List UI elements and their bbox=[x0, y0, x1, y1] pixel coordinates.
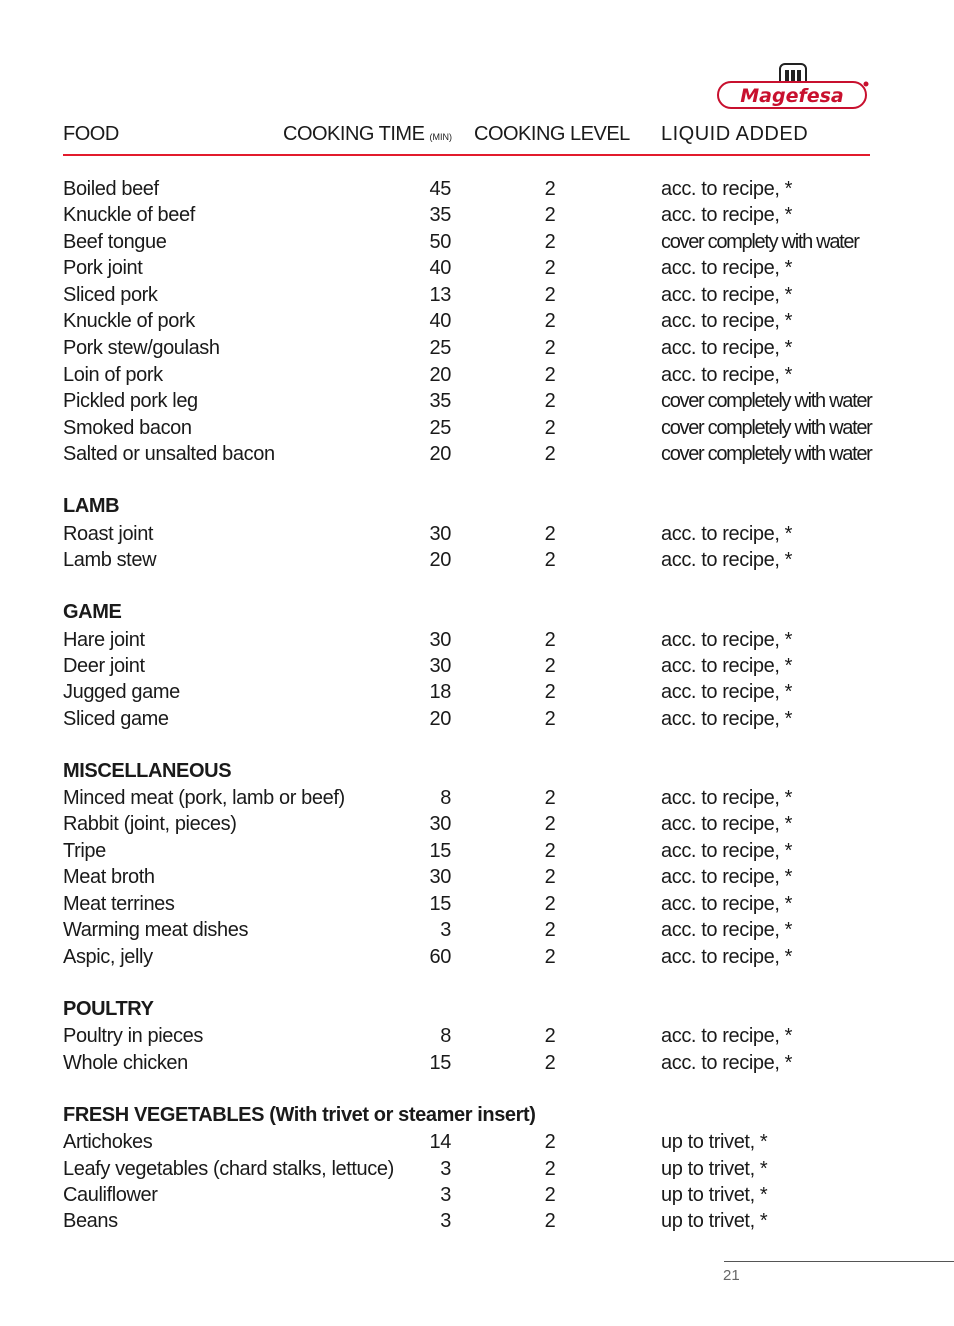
table-row bbox=[0, 310, 954, 336]
time-cell: 30 bbox=[429, 629, 451, 651]
food-cell: Tripe bbox=[63, 840, 106, 862]
food-cell: Salted or unsalted bacon bbox=[63, 443, 275, 465]
table-row bbox=[0, 204, 954, 230]
table-row bbox=[0, 946, 954, 972]
level-cell: 2 bbox=[544, 1052, 556, 1074]
level-cell: 2 bbox=[544, 257, 556, 279]
section-heading: FRESH VEGETABLES (With trivet or steamer insert) bbox=[63, 1104, 536, 1126]
time-cell: 20 bbox=[429, 364, 451, 386]
time-cell: 3 bbox=[440, 919, 451, 941]
food-cell: Aspic, jelly bbox=[63, 946, 153, 968]
liquid-cell: up to trivet, * bbox=[661, 1184, 768, 1206]
time-cell: 13 bbox=[429, 284, 451, 306]
section-heading: POULTRY bbox=[63, 998, 154, 1020]
liquid-cell: acc. to recipe, * bbox=[661, 919, 793, 941]
table-row bbox=[0, 231, 954, 257]
liquid-cell: acc. to recipe, * bbox=[661, 787, 793, 809]
liquid-cell: cover completely with water bbox=[661, 390, 872, 412]
liquid-cell: acc. to recipe, * bbox=[661, 946, 793, 968]
time-cell: 30 bbox=[429, 523, 451, 545]
header-cooking-level: COOKING LEVEL bbox=[474, 123, 630, 145]
level-cell: 2 bbox=[544, 946, 556, 968]
liquid-cell: acc. to recipe, * bbox=[661, 840, 793, 862]
level-cell: 2 bbox=[544, 337, 556, 359]
page-number: 21 bbox=[723, 1267, 740, 1284]
liquid-cell: acc. to recipe, * bbox=[661, 629, 793, 651]
time-cell: 20 bbox=[429, 443, 451, 465]
level-cell: 2 bbox=[544, 231, 556, 253]
level-cell: 2 bbox=[544, 919, 556, 941]
food-cell: Roast joint bbox=[63, 523, 154, 545]
liquid-cell: acc. to recipe, * bbox=[661, 655, 793, 677]
food-cell: Smoked bacon bbox=[63, 417, 192, 439]
table-row bbox=[0, 866, 954, 892]
table-row bbox=[0, 1052, 954, 1078]
time-cell: 20 bbox=[429, 708, 451, 730]
liquid-cell: cover complety with water bbox=[661, 231, 859, 253]
food-cell: Cauliflower bbox=[63, 1184, 158, 1206]
food-cell: Pork joint bbox=[63, 257, 143, 279]
table-row bbox=[0, 1025, 954, 1051]
food-cell: Pickled pork leg bbox=[63, 390, 198, 412]
svg-text:Magefesa: Magefesa bbox=[740, 85, 844, 107]
table-row bbox=[0, 708, 954, 734]
table-row bbox=[0, 549, 954, 575]
liquid-cell: acc. to recipe, * bbox=[661, 813, 793, 835]
level-cell: 2 bbox=[544, 204, 556, 226]
table-row bbox=[0, 1210, 954, 1236]
liquid-cell: acc. to recipe, * bbox=[661, 178, 793, 200]
food-cell: Meat terrines bbox=[63, 893, 175, 915]
level-cell: 2 bbox=[544, 629, 556, 651]
time-cell: 30 bbox=[429, 813, 451, 835]
time-cell: 15 bbox=[429, 840, 451, 862]
header-rule bbox=[63, 154, 870, 156]
table-row bbox=[0, 1158, 954, 1184]
time-cell: 30 bbox=[429, 655, 451, 677]
table-row bbox=[0, 364, 954, 390]
food-cell: Deer joint bbox=[63, 655, 145, 677]
food-cell: Poultry in pieces bbox=[63, 1025, 203, 1047]
food-cell: Boiled beef bbox=[63, 178, 159, 200]
footer-rule bbox=[724, 1261, 954, 1262]
liquid-cell: acc. to recipe, * bbox=[661, 1052, 793, 1074]
table-row bbox=[0, 1184, 954, 1210]
time-cell: 25 bbox=[429, 417, 451, 439]
level-cell: 2 bbox=[544, 708, 556, 730]
table-row bbox=[0, 840, 954, 866]
table-row bbox=[0, 257, 954, 283]
liquid-cell: cover completely with water bbox=[661, 443, 872, 465]
level-cell: 2 bbox=[544, 655, 556, 677]
liquid-cell: acc. to recipe, * bbox=[661, 284, 793, 306]
table-row bbox=[0, 787, 954, 813]
table-row bbox=[0, 919, 954, 945]
table-row bbox=[0, 893, 954, 919]
section-heading: MISCELLANEOUS bbox=[63, 760, 232, 782]
header-food: FOOD bbox=[63, 123, 119, 145]
liquid-cell: acc. to recipe, * bbox=[661, 1025, 793, 1047]
level-cell: 2 bbox=[544, 310, 556, 332]
level-cell: 2 bbox=[544, 284, 556, 306]
time-cell: 14 bbox=[429, 1131, 451, 1153]
level-cell: 2 bbox=[544, 840, 556, 862]
food-cell: Warming meat dishes bbox=[63, 919, 249, 941]
food-cell: Sliced pork bbox=[63, 284, 158, 306]
level-cell: 2 bbox=[544, 1184, 556, 1206]
time-cell: 45 bbox=[429, 178, 451, 200]
level-cell: 2 bbox=[544, 523, 556, 545]
food-cell: Sliced game bbox=[63, 708, 169, 730]
liquid-cell: acc. to recipe, * bbox=[661, 310, 793, 332]
time-cell: 8 bbox=[440, 787, 451, 809]
liquid-cell: cover completely with water bbox=[661, 417, 872, 439]
liquid-cell: acc. to recipe, * bbox=[661, 364, 793, 386]
level-cell: 2 bbox=[544, 443, 556, 465]
level-cell: 2 bbox=[544, 1210, 556, 1232]
liquid-cell: acc. to recipe, * bbox=[661, 708, 793, 730]
liquid-cell: up to trivet, * bbox=[661, 1158, 768, 1180]
food-cell: Knuckle of beef bbox=[63, 204, 195, 226]
magefesa-logo bbox=[716, 62, 870, 110]
time-cell: 18 bbox=[429, 681, 451, 703]
table-row bbox=[0, 523, 954, 549]
level-cell: 2 bbox=[544, 417, 556, 439]
liquid-cell: acc. to recipe, * bbox=[661, 681, 793, 703]
level-cell: 2 bbox=[544, 1158, 556, 1180]
food-cell: Artichokes bbox=[63, 1131, 153, 1153]
time-cell: 20 bbox=[429, 549, 451, 571]
header-liquid-added: LIQUID ADDED bbox=[661, 123, 809, 145]
level-cell: 2 bbox=[544, 178, 556, 200]
table-row bbox=[0, 178, 954, 204]
food-cell: Hare joint bbox=[63, 629, 145, 651]
time-cell: 3 bbox=[440, 1210, 451, 1232]
food-cell: Loin of pork bbox=[63, 364, 163, 386]
time-cell: 3 bbox=[440, 1184, 451, 1206]
table-row bbox=[0, 284, 954, 310]
food-cell: Beef tongue bbox=[63, 231, 167, 253]
header-time-unit: (MIN) bbox=[429, 132, 452, 142]
table-row bbox=[0, 443, 954, 469]
liquid-cell: acc. to recipe, * bbox=[661, 893, 793, 915]
food-cell: Lamb stew bbox=[63, 549, 157, 571]
time-cell: 8 bbox=[440, 1025, 451, 1047]
level-cell: 2 bbox=[544, 893, 556, 915]
liquid-cell: acc. to recipe, * bbox=[661, 257, 793, 279]
time-cell: 40 bbox=[429, 257, 451, 279]
food-cell: Whole chicken bbox=[63, 1052, 188, 1074]
liquid-cell: up to trivet, * bbox=[661, 1131, 768, 1153]
time-cell: 15 bbox=[429, 893, 451, 915]
table-row bbox=[0, 655, 954, 681]
food-cell: Beans bbox=[63, 1210, 118, 1232]
food-cell: Jugged game bbox=[63, 681, 180, 703]
liquid-cell: acc. to recipe, * bbox=[661, 337, 793, 359]
section-heading: GAME bbox=[63, 601, 122, 623]
time-cell: 60 bbox=[429, 946, 451, 968]
level-cell: 2 bbox=[544, 866, 556, 888]
time-cell: 25 bbox=[429, 337, 451, 359]
food-cell: Meat broth bbox=[63, 866, 155, 888]
time-cell: 35 bbox=[429, 204, 451, 226]
header-cooking-time: COOKING TIME (MIN) bbox=[283, 123, 452, 145]
level-cell: 2 bbox=[544, 813, 556, 835]
level-cell: 2 bbox=[544, 787, 556, 809]
food-cell: Leafy vegetables (chard stalks, lettuce) bbox=[63, 1158, 394, 1180]
time-cell: 35 bbox=[429, 390, 451, 412]
level-cell: 2 bbox=[544, 390, 556, 412]
level-cell: 2 bbox=[544, 1131, 556, 1153]
food-cell: Minced meat (pork, lamb or beef) bbox=[63, 787, 345, 809]
table-row bbox=[0, 1131, 954, 1157]
time-cell: 50 bbox=[429, 231, 451, 253]
food-cell: Pork stew/goulash bbox=[63, 337, 220, 359]
table-row bbox=[0, 417, 954, 443]
food-cell: Knuckle of pork bbox=[63, 310, 195, 332]
level-cell: 2 bbox=[544, 364, 556, 386]
level-cell: 2 bbox=[544, 549, 556, 571]
level-cell: 2 bbox=[544, 1025, 556, 1047]
table-row bbox=[0, 681, 954, 707]
time-cell: 40 bbox=[429, 310, 451, 332]
level-cell: 2 bbox=[544, 681, 556, 703]
table-row bbox=[0, 390, 954, 416]
food-cell: Rabbit (joint, pieces) bbox=[63, 813, 237, 835]
table-row bbox=[0, 629, 954, 655]
time-cell: 30 bbox=[429, 866, 451, 888]
liquid-cell: acc. to recipe, * bbox=[661, 204, 793, 226]
time-cell: 15 bbox=[429, 1052, 451, 1074]
liquid-cell: acc. to recipe, * bbox=[661, 866, 793, 888]
table-row bbox=[0, 813, 954, 839]
table-row bbox=[0, 337, 954, 363]
liquid-cell: acc. to recipe, * bbox=[661, 523, 793, 545]
liquid-cell: acc. to recipe, * bbox=[661, 549, 793, 571]
liquid-cell: up to trivet, * bbox=[661, 1210, 768, 1232]
time-cell: 3 bbox=[440, 1158, 451, 1180]
section-heading: LAMB bbox=[63, 495, 120, 517]
